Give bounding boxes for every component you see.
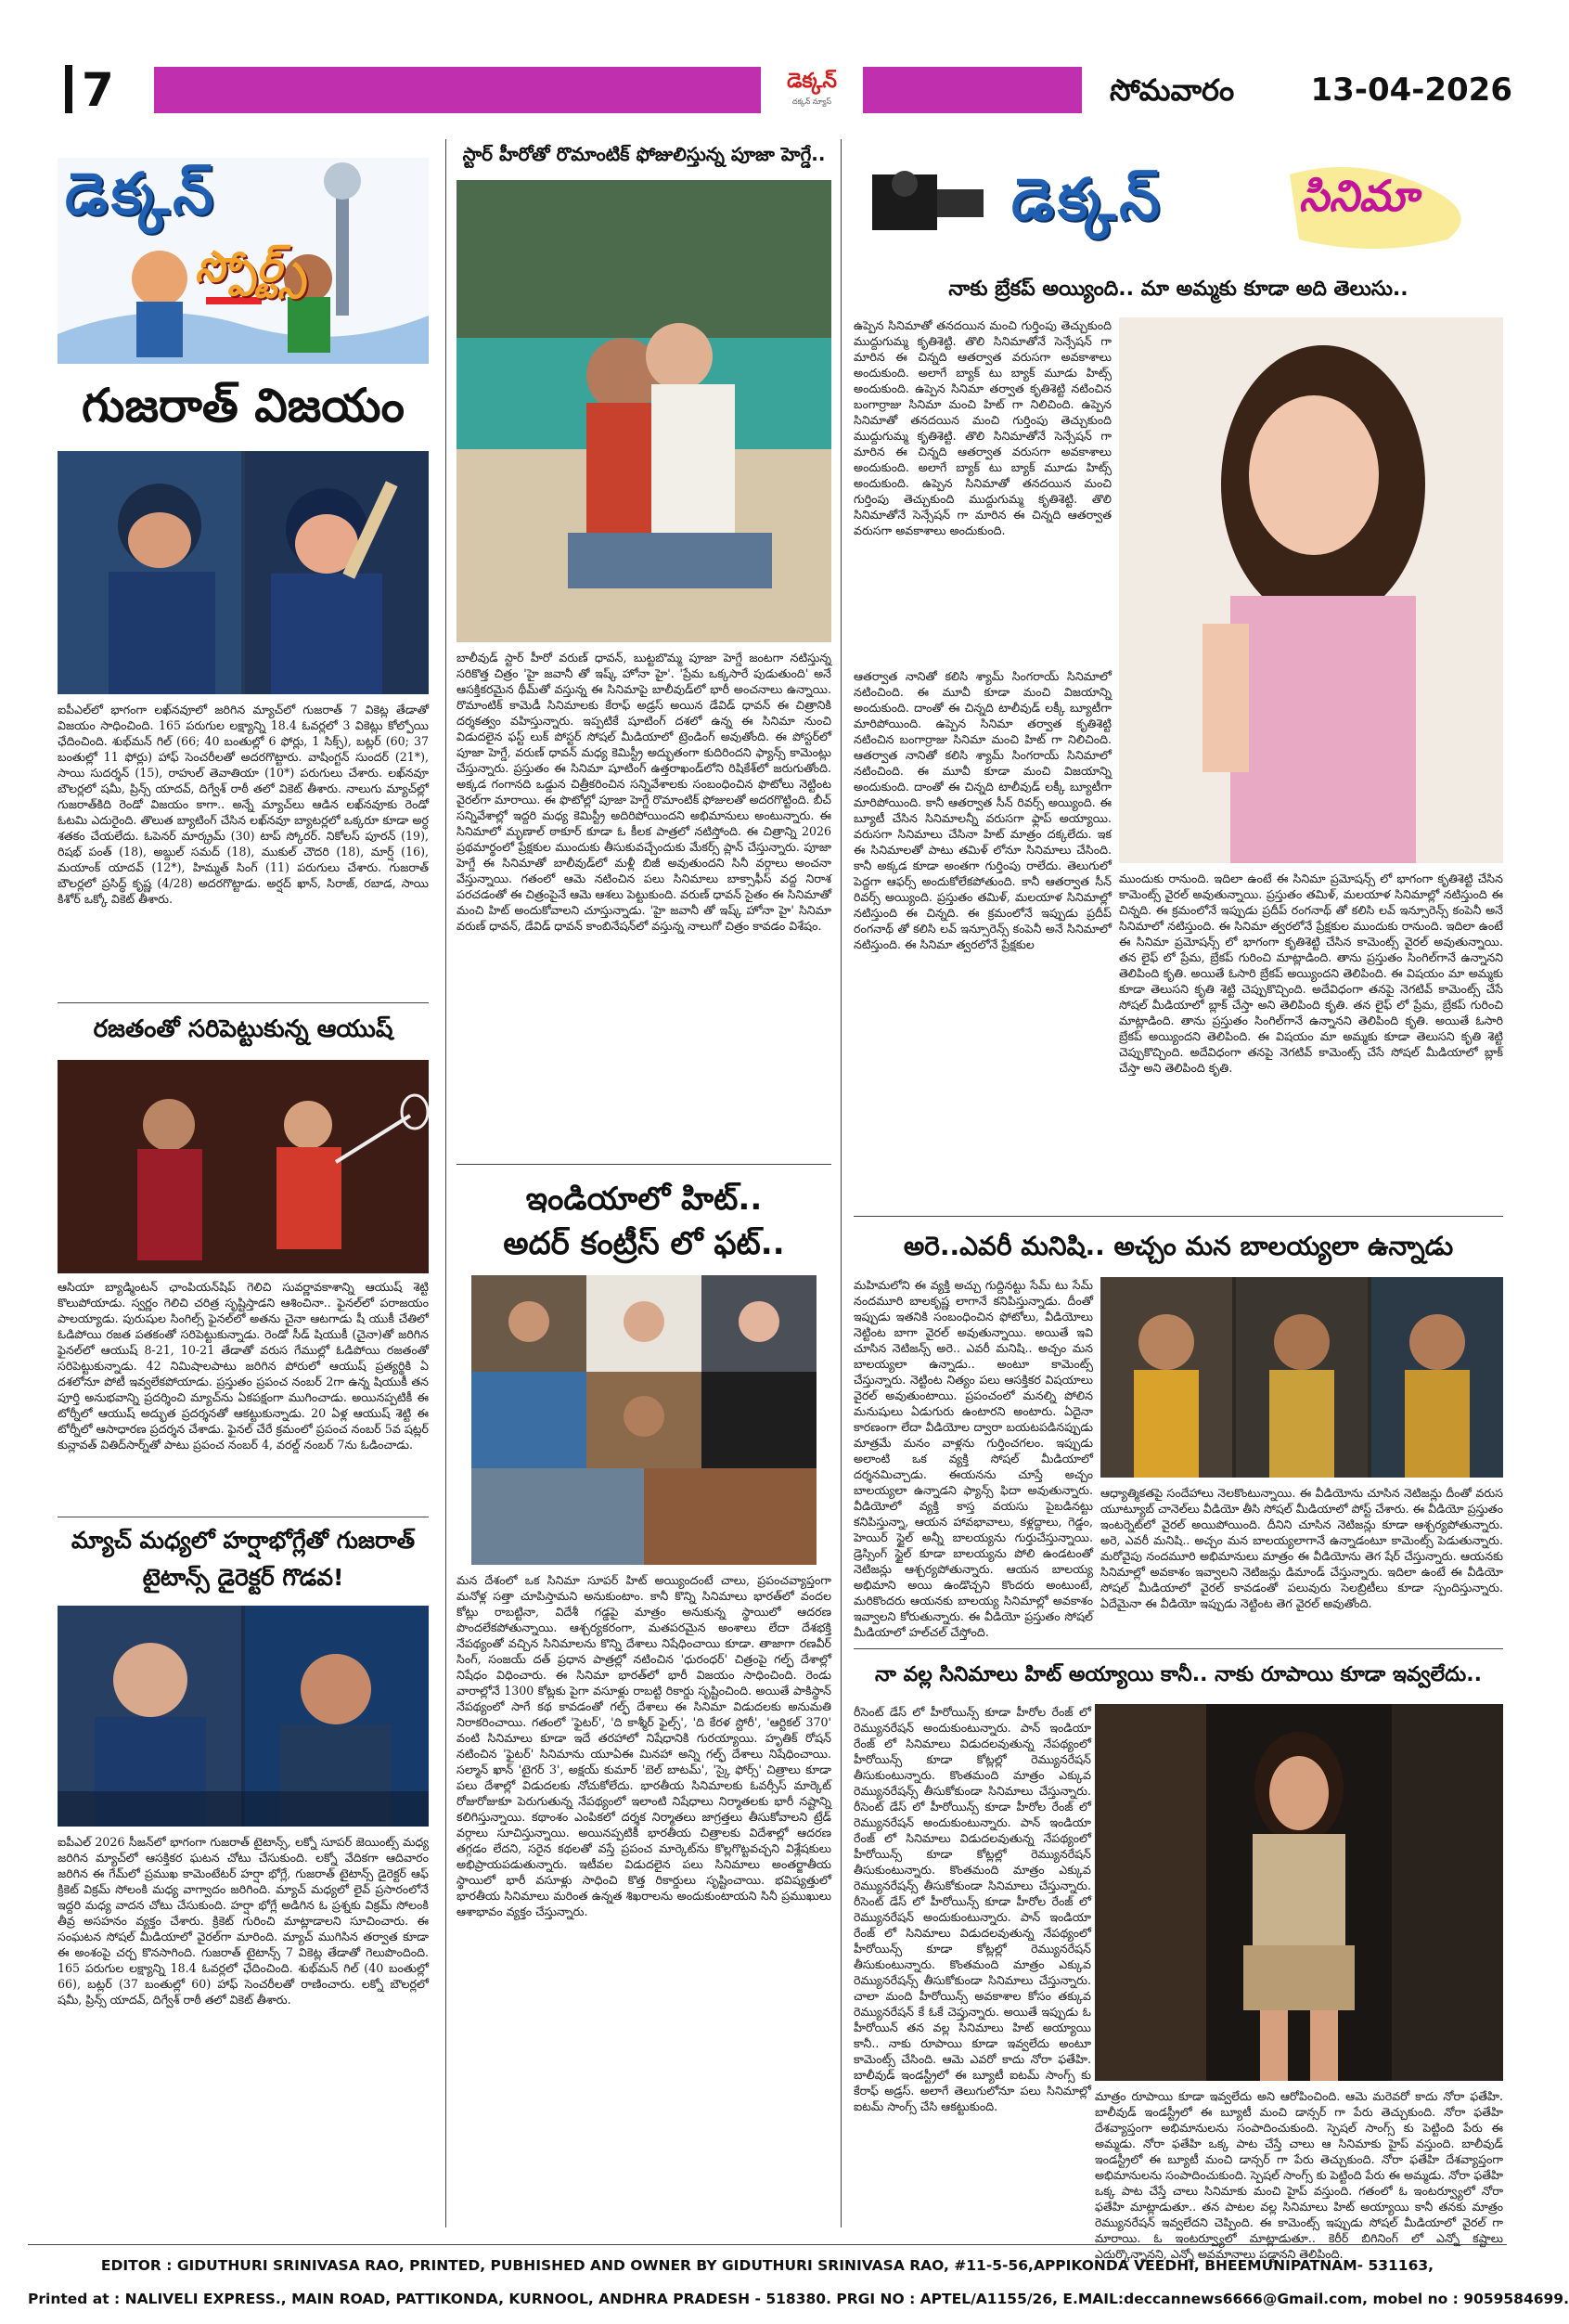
- india-hit-headline-line1: ఇండియాలో హిట్..: [525, 1181, 763, 1218]
- badminton-headline: రజతంతో సరిపెట్టుకున్న ఆయుష్: [93, 1015, 393, 1043]
- sports-banner-sub: స్పోర్ట్స్: [195, 241, 308, 291]
- nora-fatehi-photo: [1095, 1704, 1503, 2081]
- balayya-body-full: ఆధ్యాత్మికతపై సందేహాలు నెలకొంటున్నాయి. ఈ వీడియోను చూసిన నెటిజన్లు దీంతో వరుస యూట్యూబ్ చానెల్‌లు వీడియో తీసి సోషల్ మీడియాలో పోస్ట్ చేశారు. ఈ వీడియో ప్రస్తుతం ఇంటర్నెట్‌లో వైరల్ అయిపోయింది. దీనిని చూసిన నెటిజన్లు కూడా ఆశ్చర్యపోతున్నారు. అరె, ఎవరీ మనిషి.. అచ్చం మన బాలయ్యలాగానే ఉన్నాడంటూ కామెంట్స్ పెడుతున్నారు. మరోవైపు నందమూరి అభిమానులు మాత్రం ఈ వీడియోను తెగ షేర్ చేస్తున్నారు. ఆయనకు సినిమాల్లో అవకాశం ఇవ్వాలని నెటిజన్లు డిమాండ్ చేస్తున్నారు. ఇదిలా ఉంటే ఈ వీడియో సోషల్ మీడియాలో వైరల్ కావడంతో పలువురు సెలబ్రిటీలు కూడా స్పందిస్తున్నారు. ఏదేమైనా ఈ వీడియో ఇప్పుడు నెట్టింట తెగ వైరల్ అవుతోంది.: [1100, 1486, 1503, 1610]
- krithi-headline: నాకు బ్రేకప్ అయ్యింది.. మా అమ్మకు కూడా అది తెలుసు..: [948, 278, 1408, 301]
- krithi-photo: [1119, 317, 1503, 863]
- masthead-tagline: దక్కన్ న్యూస్: [791, 97, 832, 106]
- krithi-body-left: ఉప్పెన సినిమాతో తనదయిన మంచి గుర్తింపు తెచ్చుకుంది ముద్దుగుమ్మ కృతిశెట్టి. తొలి సినిమాతోనే సెన్సేషన్ గా మారిన ఈ చిన్నది ఆతర్వాత వరుసగా అవకాశాలు అందుకుంది. అలాగే బ్యాక్ టు బ్యాక్ మూడు హిట్స్ అందుకుంది. ఉప్పెన సినిమా తర్వాత కృతిశెట్టి నటించిన బంగార్రాజు సినిమా మంచి హిట్ గా నిలిచింది. ఉప్పెన సినిమాతో తనదయిన మంచి గుర్తింపు తెచ్చుకుంది ముద్దుగుమ్మ కృతిశెట్టి. తొలి సినిమాతోనే సెన్సేషన్ గా మారిన ఈ చిన్నది ఆతర్వాత వరుసగా అవకాశాలు అందుకుంది. అలాగే బ్యాక్ టు బ్యాక్ మూడు హిట్స్ అందుకుంది. ఉప్పెన సినిమాతో తనదయిన మంచి గుర్తింపు తెచ్చుకుంది ముద్దుగుమ్మ కృతిశెట్టి. తొలి సినిమాతోనే సెన్సేషన్ గా మారిన ఈ చిన్నది ఆతర్వాత వరుసగా అవకాశాలు అందుకుంది.: [854, 318, 1112, 537]
- movie-collage-photo: [471, 1275, 817, 1565]
- section-divider: [854, 1648, 1503, 1649]
- cinema-banner-title: డెక్కన్: [1011, 165, 1164, 233]
- cinema-banner-sub: సినిమా: [1299, 171, 1419, 221]
- harsha-headline-line1: మ్యాచ్ మధ్యలో హర్షాభోగ్లేతో గుజరాత్: [71, 1527, 416, 1554]
- weekday: సోమవారం: [1110, 72, 1235, 108]
- badminton-body: ఆసియా బ్యాడ్మింటన్ ఛాంపియన్‌షిప్ గెలిచి సువర్ణావకాశాన్ని ఆయుష్ శెట్టి కొలుపోయాడు. స్వర్ణం గెలిచి చరిత్ర సృష్టిస్తాడని ఆశించినా.. ఫైనల్‌లో పరాజయం పాలయ్యాడు. పురుషుల సింగిల్స్ ఫైనల్‌లో అతను చైనా ఆటగాడు షీ యుకీ చేతిలో ఓడిపోయి రజత పతకంతో సరిపెట్టుకున్నాడు. రెండో సీడ్ షియుకీ (చైనా)తో జరిగిన ఫైనల్‌లో ఆయుష్ 8-21, 10-21 తేడాతో వరుస గేముల్లో ఓడిపోయి రజతంతో సరిపెట్టుకున్నాడు. 42 నిమిషాలపాటు జరిగిన పోరులో ఆయుష్ ప్రత్యర్థికి ఏ దశలోనూ పోటీ ఇవ్వలేకపోయాడు. ప్రస్తుతం ప్రపంచ నంబర్ 2గా ఉన్న షియుకీ తన పూర్తి అనుభవాన్ని ప్రదర్శించి మ్యాచ్‌ను ఏకపక్షంగా ముగించాడు. అయినప్పటికీ ఈ టోర్నీలో ఆయుష్ అద్భుత ప్రదర్శనతో ఆకట్టుకున్నాడు. 20 ఏళ్ల ఆయుష్ శెట్టి ఈ టోర్నీలో ఆసాధారణ ప్రదర్శన చేశాడు. ఫైనల్ చేరే క్రమంలో ప్రపంచ నంబర్ 5వ షట్లర్ కున్లావత్ వితిద్‌సార్న్‌తో పాటు ప్రపంచ నంబర్ 4, వరల్డ్ నంబర్ 7ను ఓడించాడు.: [58, 1280, 429, 1452]
- column-divider: [445, 139, 446, 2227]
- date: 13-04-2026: [1310, 71, 1512, 109]
- india-hit-headline-line2: అదర్ కంట్రీస్ లో ఫట్..: [503, 1225, 785, 1262]
- harsha-headline-line2: టైటాన్స్ డైరెక్టర్ గొడవ!: [142, 1564, 344, 1591]
- krithi-body-right: ముందుకు రానుంది. ఇదిలా ఉంటే ఈ సినిమా ప్రమోషన్స్ లో భాగంగా కృతిశెట్టి చేసిన కామెంట్స్ వైరల్ అవుతున్నాయి. ప్రస్తుతం తమిళ్, మలయాళ సినిమాల్లో నటిస్తుంది ఈ చిన్నది. ఈ క్రమంలోనే ఇప్పుడు ప్రదీప్ రంగనాథ్ తో కలిసి లవ్ ఇన్సూరెన్స్ కంపెనీ అనే సినిమాలో నటిస్తుంది. ఈ సినిమా త్వరలోనే ప్రేక్షకుల ముందుకు రానుంది. ఇదిలా ఉంటే ఈ సినిమా ప్రమోషన్స్ లో భాగంగా కృతిశెట్టి చేసిన కామెంట్స్ వైరల్ అవుతున్నాయి. తన లైఫ్ లో ప్రేమ, బ్రేకప్ గురించి మాట్లాడింది. తాను ప్రస్తుతం సింగిల్‌గానే ఉన్నానని తెలిపింది కృతి. అయితే ఓసారి బ్రేకప్ అయ్యిందని తెలిపింది. ఈ విషయం మా అమ్మకు కూడా తెలుసని కృతి శెట్టి చెప్పుకొచ్చింది. అదేవిధంగా తనపై నెగటివ్ కామెంట్స్ చేసే సోషల్ మీడియాలో బ్లాక్ చేస్తా అని తెలిపింది కృతి. తన లైఫ్ లో ప్రేమ, బ్రేకప్ గురించి మాట్లాడింది. తాను ప్రస్తుతం సింగిల్‌గానే ఉన్నానని తెలిపింది కృతి. అయితే ఓసారి బ్రేకప్ అయ్యిందని తెలిపింది. ఈ విషయం మా అమ్మకు కూడా తెలుసని కృతి శెట్టి చెప్పుకొచ్చింది. అదేవిధంగా తనపై నెగటివ్ కామెంట్స్ చేసే సోషల్ మీడియాలో బ్లాక్ చేస్తా అని తెలిపింది కృతి.: [1119, 872, 1503, 1075]
- column-divider: [841, 139, 842, 2227]
- harsha-bhogle-photo: [58, 1606, 429, 1827]
- masthead-logo-text: డెక్కన్: [787, 70, 837, 93]
- badminton-players-photo: [58, 1060, 429, 1273]
- section-divider: [58, 1002, 429, 1003]
- pooja-body: బాలీవుడ్ స్టార్ హీరో వరుణ్ ధావన్, బుట్టబొమ్మ పూజా హెగ్డే జంటగా నటిస్తున్న సరికొత్త చిత్రం 'హై జవానీ తో ఇష్క్ హోనా హై'. 'ప్రేమ ఒక్కసారే పుడుతుంది' అనే ఆసక్తికరమైన థీమ్‌తో వస్తున్న ఈ సినిమాపై బాలీవుడ్‌లో భారీ అంచనాలు ఉన్నాయి. రొమాంటిక్ కామెడీ సినిమాలకు కేరాఫ్ అడ్రస్ అయిన డేవిడ్ ధావన్ ఈ చిత్రానికి దర్శకత్వం వహిస్తున్నారు. ఇప్పటికే షూటింగ్ దశలో ఉన్న ఈ సినిమా నుంచి విడుదలైన ఫస్ట్ లుక్ పోస్టర్ సోషల్ మీడియాలో ట్రెండింగ్ అవుతోంది. ఈ పోస్టర్‌లో పూజా హెగ్డే, వరుణ్ ధావన్ మధ్య కెమిస్ట్రీ అద్భుతంగా కుదిరిందని ఫ్యాన్స్ కామెంట్లు చేస్తున్నారు. ప్రస్తుతం ఈ సినిమా షూటింగ్ ఉత్తరాఖండ్‌లోని రిషికేశ్‌లో జరుగుతోంది. అక్కడ గంగానది ఒడ్డున చిత్రీకరించిన సన్నివేశాలకు సంబంధించిన ఫొటోలు నెట్టింట వైరల్‌గా మారాయి. ఈ ఫొటోల్లో పూజా హెగ్డే రొమాంటిక్ ఫోజులతో అదరగొట్టింది. బీచ్ సన్నివేశాల్లో ఇద్దరి మధ్య కెమిస్ట్రీ అదిరిపోయిందని అభిమానులు అంటున్నారు. ఈ సినిమాలో మృణాల్ ఠాకూర్ కూడా ఓ కీలక పాత్రలో నటిస్తోంది. ఈ చిత్రాన్ని 2026 ప్రథమార్థంలో ప్రేక్షకుల ముందుకు తీసుకువచ్చేందుకు మేకర్స్ ప్లాన్ చేస్తున్నారు. పూజా హెగ్డే ఈ సినిమాతో బాలీవుడ్‌లో మళ్లీ బిజీ అవుతుందని సినీ వర్గాలు అంచనా వేస్తున్నాయి. గతంలో ఆమె నటించిన పలు సినిమాలు బాక్సాఫీస్ వద్ద నిరాశ పరచడంతో ఈ చిత్రంపైనే ఆమె ఆశలు పెట్టుకుంది. వరుణ్ ధావన్ సైతం ఈ సినిమాతో మంచి హిట్ అందుకోవాలని చూస్తున్నాడు. 'హై జవానీ తో ఇష్క్ హోనా హై' సినిమా వరుణ్ ధావన్, డేవిడ్ ధావన్ కాంబినేషన్‌లో వస్తున్న నాలుగో చిత్రం కావడం విశేషం.: [457, 651, 831, 933]
- footer-editor-line: EDITOR : GIDUTHURI SRINIVASA RAO, PRINTED, PUBHISHED AND OWNER BY GIDUTHURI SRINIVASA RAO, #11-5-56,APPIKONDA VEEDHI, BHEEMUNIPATNAM- 531163,: [100, 2257, 1434, 2274]
- section-divider: [457, 1164, 831, 1165]
- nora-body-left: రీసెంట్ డేస్ లో హీరోయిన్స్ కూడా హీరోల రేంజ్ లో రెమ్యునరేషన్ అందుకుంటున్నారు. పాన్ ఇండియా రేంజ్ లో సినిమాలు విడుదలవుతున్న నేపథ్యంలో హీరోయిన్స్ కూడా కోట్లల్లో రెమ్యునరేషన్ తీసుకుంటున్నారు. కొంతమంది మాత్రం ఎక్కువ రెమ్యునరేషన్స్ తీసుకోకుండా సినిమాలు చేస్తున్నారు. రీసెంట్ డేస్ లో హీరోయిన్స్ కూడా హీరోల రేంజ్ లో రెమ్యునరేషన్ అందుకుంటున్నారు. పాన్ ఇండియా రేంజ్ లో సినిమాలు విడుదలవుతున్న నేపథ్యంలో హీరోయిన్స్ కూడా కోట్లల్లో రెమ్యునరేషన్ తీసుకుంటున్నారు. కొంతమంది మాత్రం ఎక్కువ రెమ్యునరేషన్స్ తీసుకోకుండా సినిమాలు చేస్తున్నారు. రీసెంట్ డేస్ లో హీరోయిన్స్ కూడా హీరోల రేంజ్ లో రెమ్యునరేషన్ అందుకుంటున్నారు. పాన్ ఇండియా రేంజ్ లో సినిమాలు విడుదలవుతున్న నేపథ్యంలో హీరోయిన్స్ కూడా కోట్లల్లో రెమ్యునరేషన్ తీసుకుంటున్నారు. కొంతమంది మాత్రం ఎక్కువ రెమ్యునరేషన్స్ తీసుకోకుండా సినిమాలు చేస్తున్నారు. చాలా మంది హీరోయిన్స్ అవకాశాల కోసం తక్కువ రెమ్యునరేషన్ కే ఓకే చెప్తున్నారు. అయితే ఇప్పుడు ఓ హీరోయిన్ తన వల్ల సినిమాలు హిట్ అయ్యాయి కానీ.. నాకు రూపాయి కూడా ఇవ్వలేదు అంటూ కామెంట్స్ చేసింది. ఆమె ఎవరో కాదు నోరా ఫతేహి. బాలీవుడ్ ఇండస్ట్రీలో ఈ బ్యూటీ ఐటమ్ సాంగ్స్ కు కేరాఫ్ అడ్రస్. అలాగే తెలుగులోనూ పలు సినిమాల్లో ఐటమ్ సాంగ్స్ చేసి ఆకట్టుకుంది.: [854, 1705, 1091, 2113]
- harsha-body: ఐపీఎల్ 2026 సీజన్‌లో భాగంగా గుజరాత్ టైటాన్స్, లక్నో సూపర్ జెయింట్స్ మధ్య జరిగిన మ్యాచ్‌లో ఆసక్తికర ఘటన చోటు చేసుకుంది. లక్నో వేదికగా ఆదివారం జరిగిన ఈ గేమ్‌లో ప్రముఖ కామెంటేటర్ హర్షా భోగ్లే, గుజరాత్ టైటాన్స్ డైరెక్టర్ ఆఫ్ క్రికెట్ విక్రమ్ సోలంకి మధ్య వాగ్వాదం జరిగింది. మ్యాచ్ మధ్యలో లైవ్ ప్రసారంలోనే ఇద్దరి మధ్య వాదన చోటు చేసుకుంది. హర్షా భోగ్లే అడిగిన ఓ ప్రశ్నకు విక్రమ్ సోలంకి తీవ్ర అసహనం వ్యక్తం చేశారు. క్రికెట్ గురించి మాట్లాడాలని సూచించారు. ఈ సంఘటన సోషల్ మీడియాలో వైరల్‌గా మారింది. మ్యాచ్ ముగిసిన తర్వాత కూడా ఈ అంశంపై చర్చ కొనసాగింది. గుజరాత్ టైటాన్స్ 7 వికెట్ల తేడాతో గెలుపొందింది. 165 పరుగుల లక్ష్యాన్ని 18.4 ఓవర్లలో ఛేదించింది. శుభ్‌మన్ గిల్ (40 బంతుల్లో 66), బట్లర్ (37 బంతుల్లో 60) హాఫ్ సెంచరీలతో రాణించారు. లక్నో బౌలర్లలో షమీ, ప్రిన్స్ యాదవ్, దిగ్వేశ్ రాఠీ తలో వికెట్ తీశారు.: [58, 1835, 429, 2007]
- balayya-body-left: మహిమలోని ఈ వ్యక్తి అచ్చు గుద్దినట్టు సేమ్ టు సేమ్ నందమూరి బాలకృష్ణ లాగానే కనిపిస్తున్నాడు. దీంతో ఇప్పుడు ఇతనికి సంబంధించిన ఫోటోలు, వీడియోలు నెట్టింట బాగా వైరల్ అవుతున్నాయి. అయితే ఇవి చూసిన నెటిజన్స్ అరె.. ఎవరీ మనిషి.. అచ్చం మన బాలయ్యలా ఉన్నాడు.. అంటూ కామెంట్స్ చేస్తున్నారు. నెట్టింట నిత్యం పలు ఆసక్తికర విషయాలు వైరల్ అవుతుంటాయి. ప్రపంచంలో మనల్ని పోలిన మనుషులు ఏడుగురు ఉంటారని అంటారు. ఏదైనా కారణంగా లేదా వీడియోల ద్వారా బయటపడినప్పుడు మాత్రమే మనం వాళ్లను గుర్తించగలం. ఇప్పుడు అలాంటి ఒక వ్యక్తి సోషల్ మీడియాలో దర్శనమిచ్చాడు. ఈయనను చూస్తే అచ్చం బాలయ్యలా ఉన్నాడని ఫ్యాన్స్ ఫిదా అవుతున్నారు. వీడియోలో వ్యక్తి కాస్త వయసు పైబడినట్టు కనిపిస్తున్నా, ఆయన హావభావాలు, కళ్లద్దాలు, గెడ్డం, హెయిర్ స్టైల్ అన్నీ బాలయ్యను గుర్తుచేస్తున్నాయి. డ్రెస్సింగ్ స్టైల్ కూడా బాలయ్యను పోలి ఉండటంతో నెటిజన్లు ఆశ్చర్యపోతున్నారు. ఆయన బాలయ్య అభిమాని అయి ఉండొచ్చని కొందరు అంటుంటే, మరికొందరు ఆయనకు బాలయ్య సినిమాల్లో అవకాశం ఇవ్వాలని కోరుతున్నారు. ఈ వీడియో ప్రస్తుతం సోషల్ మీడియాలో హల్‌చల్ చేస్తోంది.: [854, 1278, 1093, 1639]
- balayya-lookalike-photos: [1100, 1277, 1503, 1478]
- section-divider: [854, 1216, 1503, 1217]
- masthead-bar: [154, 67, 1082, 113]
- gujarat-players-photo: [58, 451, 429, 694]
- masthead-logo: [761, 67, 863, 113]
- nora-body-right: మాత్రం రూపాయి కూడా ఇవ్వలేదు అని ఆరోపించింది. ఆమె మరెవరో కాదు నోరా ఫతేహి. బాలీవుడ్ ఇండస్ట్రీలో ఈ బ్యూటీ మంచి డాన్సర్ గా పేరు తెచ్చుకుంది. నోరా ఫతేహి దేశవ్యాప్తంగా అభిమానులను సంపాదించుకుంది. స్పెషల్ సాంగ్స్ కు పెట్టింది పేరు ఈ అమ్మడు. నోరా ఫతేహి ఒక్క పాట చేస్తే చాలు ఆ సినిమాకు హైప్ వస్తుంది. బాలీవుడ్ ఇండస్ట్రీలో ఈ బ్యూటీ మంచి డాన్సర్ గా పేరు తెచ్చుకుంది. నోరా ఫతేహి దేశవ్యాప్తంగా అభిమానులను సంపాదించుకుంది. స్పెషల్ సాంగ్స్ కు పెట్టింది పేరు ఈ అమ్మడు. నోరా ఫతేహి ఒక్క పాట చేస్తే చాలు సినిమాకు మంచి హైప్ వస్తుంది. గతంలో ఓ ఇంటర్వ్యూలో నోరా ఫతేహి మాట్లాడుతూ.. తన పాటల వల్ల సినిమాలు హిట్ అయ్యాయి కానీ తనకు మాత్రం రెమ్యునరేషన్ ఇవ్వలేదని చెప్పింది. ఈ కామెంట్స్ ఇప్పుడు సోషల్ మీడియాలో వైరల్ గా మారాయి. ఓ ఇంటర్వ్యూలో మాట్లాడుతూ.. కెరీర్ బిగినింగ్ లో ఎన్నో కష్టాలు ఎదుర్కొన్నానని, ఎన్నో అవమానాలు పడ్డానని తెలిపింది.: [1095, 2089, 1503, 2261]
- page-number: 7: [82, 63, 114, 117]
- krithi-body-full: ఆతర్వాత నానితో కలిసి శ్యామ్ సింగరాయ్ సినిమాలో నటించింది. ఈ మూవీ కూడా మంచి విజయాన్ని అందుకుంది. దాంతో ఈ చిన్నది టాలీవుడ్ లక్కీ బ్యూటీగా మారిపోయింది. ఉప్పెన సినిమా తర్వాత కృతిశెట్టి నటించిన బంగార్రాజు సినిమా మంచి హిట్ గా నిలిచింది. ఆతర్వాత నానితో కలిసి శ్యామ్ సింగరాయ్ సినిమాలో నటించింది. ఈ మూవీ కూడా మంచి విజయాన్ని అందుకుంది. దాంతో ఈ చిన్నది టాలీవుడ్ లక్కీ బ్యూటీగా మారిపోయింది. కానీ ఆతర్వాత సీన్ రివర్స్ అయ్యింది. ఈ బ్యూటీ చేసిన సినిమాలన్నీ వరుసగా ఫ్లాప్ అయ్యాయి. వరుసగా సినిమాలు చేసినా హిట్ మాత్రం దక్కలేదు. ఇక ఈ సినిమాలతో పాటు తమిళ్ లోనూ సినిమాలు చేసింది. కానీ అక్కడ కూడా అంతగా గుర్తింపు రాలేదు. తెలుగులో పెద్దగా ఆఫర్స్ అందుకోలేకపోతుంది. కానీ ఆతర్వాత సీన్ రివర్స్ అయ్యింది. ప్రస్తుతం తమిళ్, మలయాళ సినిమాల్లో నటిస్తుంది ఈ చిన్నది. ఈ క్రమంలోనే ఇప్పుడు ప్రదీప్ రంగనాథ్ తో కలిసి లవ్ ఇన్సూరెన్స్ కంపెనీ అనే సినిమాలో నటిస్తుంది. ఈ సినిమా త్వరలోనే ప్రేక్షకుల: [854, 669, 1112, 951]
- pooja-varun-photo: [457, 180, 831, 642]
- india-hit-body: మన దేశంలో ఒక సినిమా సూపర్ హిట్ అయ్యిందంటే చాలు, ప్రపంచవ్యాప్తంగా మనోళ్ల సత్తా చూపిస్తామని అనుకుంటాం. కానీ కొన్ని సినిమాలు భారత్‌లో వందల కోట్లు రాబట్టినా, విదేశీ గడ్డపై మాత్రం అనుకున్న స్థాయిలో ఆదరణ పొందలేకపోతున్నాయి. ఆశ్చర్యకరంగా, మతపరమైన అంశాలు లేదా దేశభక్తి నేపథ్యంతో వచ్చిన సినిమాలను కొన్ని దేశాలు నిషేధించాయి కూడా. తాజాగా రణవీర్ సింగ్, సంజయ్ దత్ ప్రధాన పాత్రల్లో నటించిన 'ధురంధర్' చిత్రంపై గల్ఫ్ దేశాల్లో నిషేధం విధించారు. ఈ సినిమా భారత్‌లో భారీ విజయం సాధించింది. రెండు వారాల్లోనే 1300 కోట్లకు పైగా వసూళ్లు రాబట్టి రికార్డు సృష్టించింది. అయితే పాకిస్థాన్ నేపథ్యంలో సాగే కథ కావడంతో గల్ఫ్ దేశాలు ఈ సినిమా విడుదలకు అనుమతి నిరాకరించాయి. గతంలో 'ఫైటర్', 'ది కాశ్మీర్ ఫైల్స్', 'ది కేరళ స్టోరీ', 'ఆర్టికల్ 370' వంటి సినిమాలు కూడా ఇదే తరహాలో నిషేధానికి గురయ్యాయి. హృతిక్ రోషన్ నటించిన 'ఫైటర్' సినిమాను యూఏఈ మినహా అన్ని గల్ఫ్ దేశాలు నిషేధించాయి. సల్మాన్ ఖాన్ 'టైగర్ 3', అక్షయ్ కుమార్ 'బెల్ బాటమ్', 'స్కై ఫోర్స్' చిత్రాలు కూడా పలు దేశాల్లో విడుదలకు నోచుకోలేదు. భారతీయ సినిమాలకు ఓవర్సీస్ మార్కెట్ రోజురోజుకూ పెరుగుతున్న నేపథ్యంలో ఇలాంటి నిషేధాలు నిర్మాతలకు భారీ నష్టాన్ని కలిగిస్తున్నాయి. కథాంశం ఎంపికలో దర్శక నిర్మాతలు జాగ్రత్తలు తీసుకోవాలని ట్రేడ్ వర్గాలు సూచిస్తున్నాయి. అయినప్పటికీ భారతీయ చిత్రాలకు విదేశాల్లో ఆదరణ తగ్గడం లేదని, సరైన కథలతో వస్తే ప్రపంచ మార్కెట్‌ను కొల్లగొట్టవచ్చని విశ్లేషకులు అభిప్రాయపడుతున్నారు. ఇటీవల విడుదలైన పలు సినిమాలు అంతర్జాతీయ స్థాయిలో భారీ వసూళ్లు సాధించి కొత్త రికార్డులు సృష్టించాయి. భవిష్యత్తులో భారతీయ సినిమాలు మరింత ఉన్నత శిఖరాలను అందుకుంటాయని సినీ ప్రముఖులు ఆశాభావం వ్యక్తం చేస్తున్నారు.: [457, 1573, 831, 1918]
- sports-lead-body: ఐపీఎల్‌లో భాగంగా లఖ్‌నవూలో జరిగిన మ్యాచ్‌లో గుజరాత్ 7 వికెట్ల తేడాతో విజయం సాధించింది. 165 పరుగుల లక్ష్యాన్ని 18.4 ఓవర్లలో 3 వికెట్లు కోల్పోయి ఛేదించింది. శుభ్‌మన్ గిల్ (66; 40 బంతుల్లో 6 ఫోర్లు, 1 సిక్స్), బట్లర్ (60; 37 బంతుల్లో 11 ఫోర్లు) హాఫ్ సెంచరీలతో అదరగొట్టారు. వాషింగ్టన్ సుందర్ (21*), సాయి సుదర్శన్ (15), రాహుల్ తెవాతియా (10*) పరుగులు చేశారు. లఖ్‌నవూ బౌలర్లలో షమీ, ప్రిన్స్ యాదవ్, దిగ్వేశ్ రాఠీ తలో వికెట్ తీశారు. నాలుగు మ్యాచ్‌ల్లో గుజరాత్‌కిది రెండో విజయం కాగా.. అన్నే మ్యాచ్‌లు ఆడిన లఖ్‌నవూకు రెండో ఓటమి ఎదురైంది. తొలుత బ్యాటింగ్ చేసిన లఖ్‌నవూ బ్యాటర్లలో ఒక్కరూ కూడా అర్ధ శతకం చేయలేదు. ఓపెనర్ మార్క్రమ్ (30) టాప్ స్కోరర్. నికోలస్ పూరన్ (19), రిషభ్ పంత్ (18), అబ్దుల్ సమద్ (18), ముకుల్ చౌదరి (18), మార్ష్ (16), మయాంక్ యాదవ్ (12*), హిమ్మత్ సింగ్ (11) పరుగులు చేశారు. గుజరాత్ బౌలర్లలో ప్రసిద్ధ్ కృష్ణ (4/28) అదరగొట్టాడు. అర్షద్ ఖాన్, సిరాజ్, రబాడ, సాయి కిశోర్ ఒక్కో వికెట్ తీశారు.: [58, 703, 429, 906]
- nora-headline: నా వల్ల సినిమాలు హిట్ అయ్యాయి కానీ.. నాకు రూపాయి కూడా ఇవ్వలేదు..: [875, 1663, 1482, 1686]
- sports-lead-headline: గుజరాత్ విజయం: [82, 379, 405, 433]
- footer-printer-line: Printed at : NALIVELI EXPRESS., MAIN ROAD, PATTIKONDA, KURNOOL, ANDHRA PRADESH - 518380. PRGI NO : APTEL/A1155/26, E.MAIL:deccannews6666@Gmail.com, mobel no : 9059584699.: [28, 2291, 1569, 2307]
- balayya-headline: అరె..ఎవరీ మనిషి.. అచ్చం మన బాలయ్యలా ఉన్నాడు: [903, 1231, 1454, 1261]
- page-number-bar: [65, 65, 72, 113]
- sports-banner-title: డెక్కన్: [65, 160, 217, 227]
- pooja-headline: స్టార్ హీరోతో రొమాంటిక్ ఫోజులిస్తున్న పూజా హెగ్డే..: [462, 143, 826, 165]
